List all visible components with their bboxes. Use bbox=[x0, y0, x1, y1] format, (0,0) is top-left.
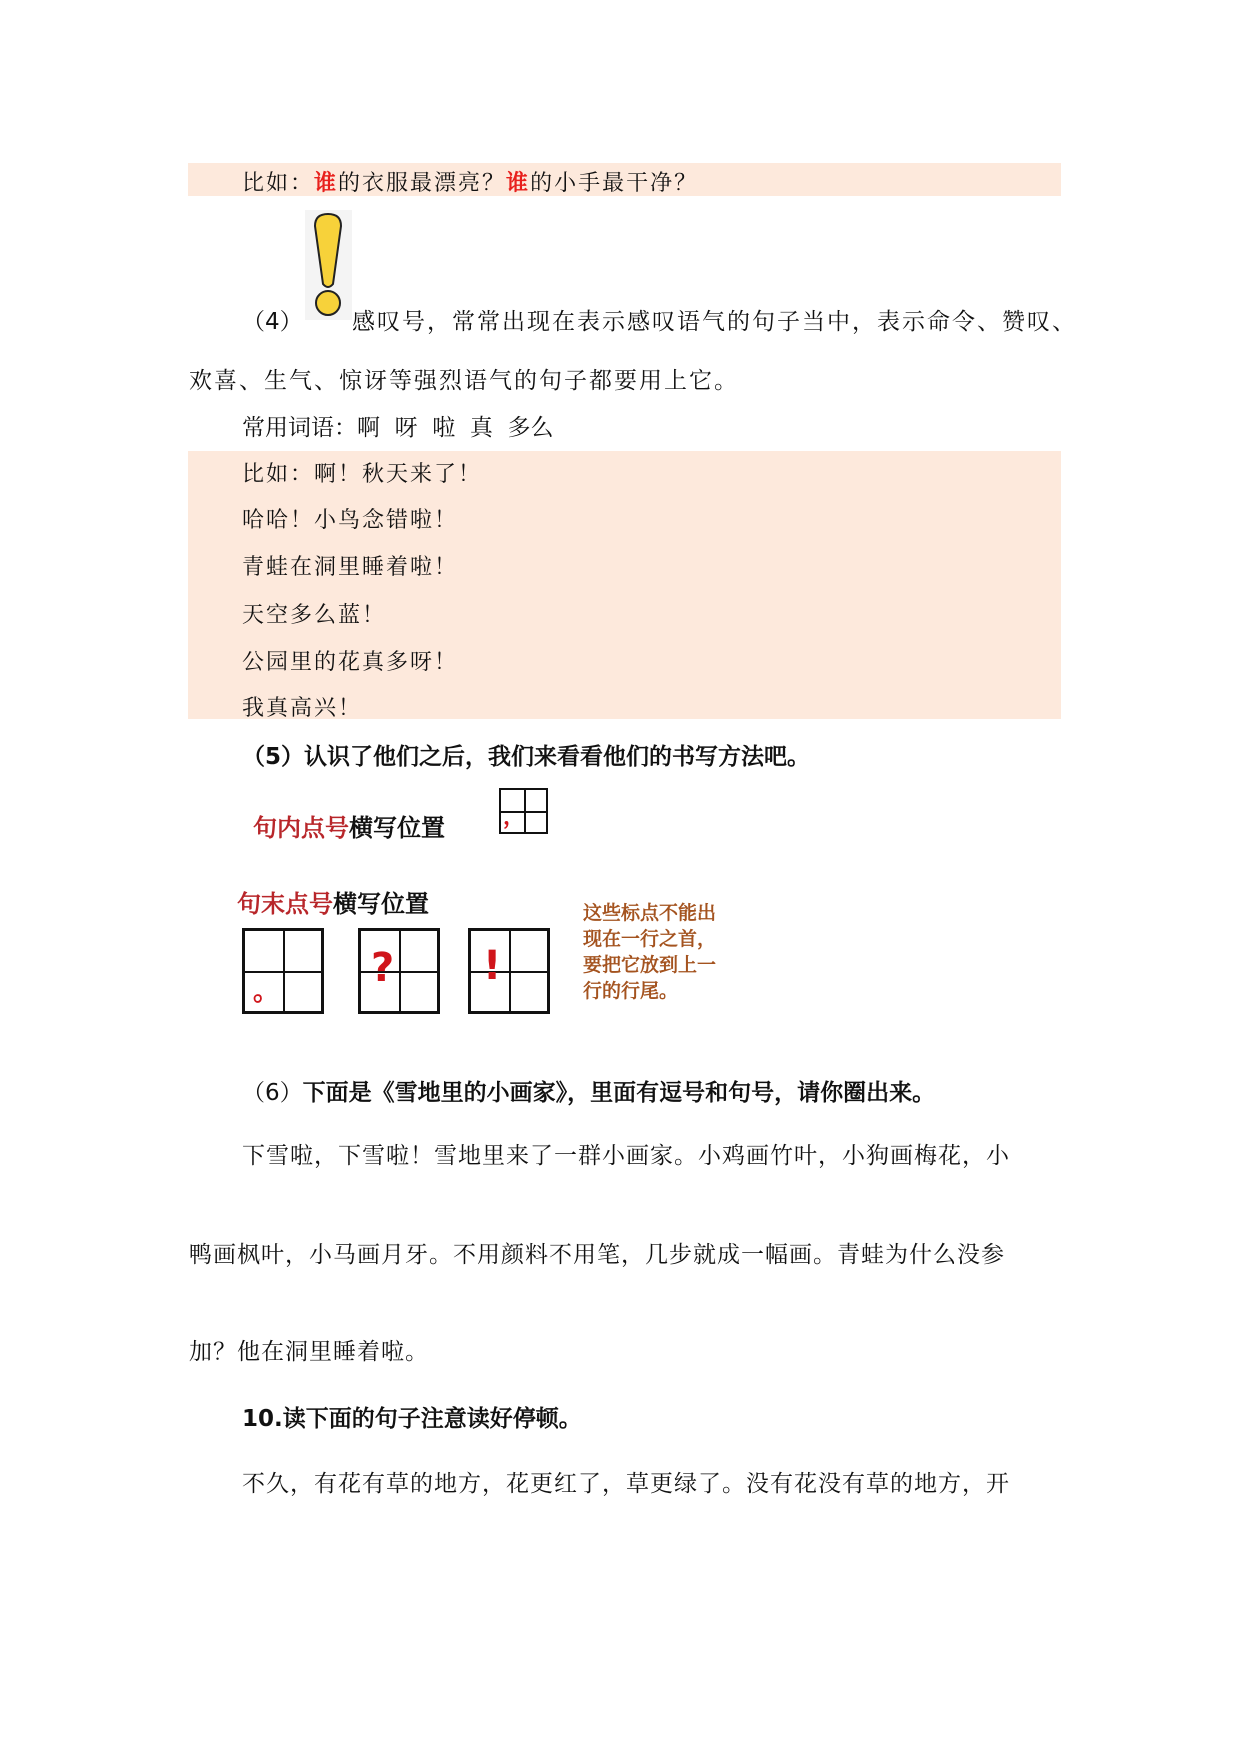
story-line: 下雪啦，下雪啦！雪地里来了一群小画家。小鸡画竹叶，小狗画梅花，小 bbox=[242, 1143, 1010, 1169]
label-black: 横写位置 bbox=[333, 890, 429, 918]
text: 的小手最干净？ bbox=[530, 171, 699, 196]
placement-note: 这些标点不能出 现在一行之首， 要把它放到上一 行的行尾。 bbox=[583, 902, 717, 1002]
exclamation-number: （4） bbox=[242, 309, 303, 335]
grid-cell-exclamation bbox=[468, 928, 550, 1014]
story-line: 鸭画枫叶，小马画月牙。不用颜料不用笔，几步就成一幅画。青蛙为什么没参 bbox=[189, 1242, 1005, 1268]
label-black: 横写位置 bbox=[349, 814, 445, 842]
section10-heading bbox=[242, 1400, 582, 1433]
common-words: 常用词语：啊 呀 啦 真 多么 bbox=[242, 415, 554, 441]
section6-heading bbox=[242, 1074, 935, 1107]
example-line: 哈哈！小鸟念错啦！ bbox=[242, 508, 459, 533]
label-red: 句内点号 bbox=[253, 814, 349, 842]
examples-highlight-band bbox=[188, 451, 1061, 719]
section10-line: 不久，有花有草的地方，花更红了，草更绿了。没有花没有草的地方，开 bbox=[242, 1471, 1010, 1497]
section-title: 认识了他们之后，我们来看看他们的书写方法吧。 bbox=[304, 744, 811, 770]
question-mark: ? bbox=[371, 945, 395, 991]
inner-punct-label bbox=[253, 808, 445, 843]
who-word: 谁 bbox=[314, 170, 339, 196]
grid-cell-comma bbox=[499, 788, 548, 834]
grid-cell-question bbox=[358, 928, 440, 1014]
example-line: 我真高兴！ bbox=[242, 696, 363, 721]
section-title: 读下面的句子注意读好停顿。 bbox=[282, 1406, 582, 1432]
prefix: 比如： bbox=[242, 171, 315, 196]
text: 的衣服最漂亮？ bbox=[338, 171, 507, 196]
example-line: 天空多么蓝！ bbox=[242, 603, 387, 628]
section-number: 10. bbox=[242, 1406, 283, 1432]
exclamation-mark-icon bbox=[305, 210, 352, 320]
end-punct-label bbox=[237, 884, 429, 919]
grid-cell-period bbox=[242, 928, 324, 1014]
story-line: 加？他在洞里睡着啦。 bbox=[189, 1339, 429, 1365]
section-number: （5） bbox=[242, 744, 305, 770]
section-number: （6） bbox=[242, 1080, 303, 1106]
exclamation-mark: ! bbox=[483, 943, 502, 989]
section-title: 下面是《雪地里的小画家》，里面有逗号和句号，请你圈出来。 bbox=[302, 1080, 936, 1106]
comma-mark: ， bbox=[503, 805, 526, 830]
example-line: 比如：啊！秋天来了！ bbox=[242, 462, 483, 487]
section5-heading bbox=[242, 738, 810, 771]
example-line: 青蛙在洞里睡着啦！ bbox=[242, 555, 459, 580]
label-red: 句末点号 bbox=[237, 890, 333, 918]
who-word: 谁 bbox=[506, 170, 531, 196]
example-line: 公园里的花真多呀！ bbox=[242, 650, 459, 675]
example-who-line bbox=[242, 166, 698, 197]
period-mark: 。 bbox=[253, 977, 280, 1007]
exclamation-description-1: 感叹号，常常出现在表示感叹语气的句子当中，表示命令、赞叹、 bbox=[352, 309, 1077, 335]
exclamation-description-2: 欢喜、生气、惊讶等强烈语气的句子都要用上它。 bbox=[189, 368, 739, 394]
